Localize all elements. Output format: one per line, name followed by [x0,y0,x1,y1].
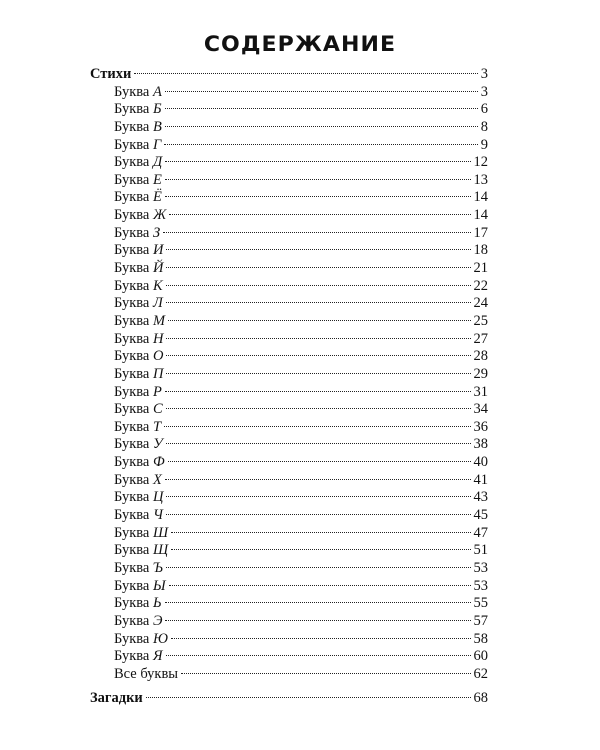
dot-leader [166,496,470,497]
toc-entry-line [114,84,488,102]
dot-leader [165,391,471,392]
toc-entry [0,472,600,490]
toc-entry-letter: Ц [152,489,164,506]
toc-entry-label [90,66,131,84]
toc-entry-line [114,560,488,578]
toc-entry-word: Буква [114,295,153,312]
toc-entry [0,648,600,666]
toc-entry [0,278,600,296]
dot-leader [166,655,471,656]
toc-entry-word: Буква [114,171,153,188]
toc-entry [0,189,600,207]
toc-entry-line [114,648,488,666]
toc-page-number: 28 [473,348,488,365]
dot-leader [165,196,471,197]
toc-entry-line [114,454,488,472]
toc-entry-letter: Б [152,101,162,118]
toc-entry-word: Буква [114,383,153,400]
toc-entry-line [114,525,488,543]
toc-entry-word: Буква [114,577,153,594]
toc-entry-line [114,225,488,243]
page-title: СОДЕРЖАНИЕ [203,32,397,56]
toc-entry-word: Буква [114,401,153,418]
toc-page-number: 29 [473,365,488,382]
toc-page-number: 60 [473,648,488,665]
toc-entry-letter: Э [152,612,163,629]
toc-entry-label [114,101,162,119]
dot-leader [166,267,470,268]
toc-entry [0,225,600,243]
toc-entry-label [114,631,168,649]
toc-page-number: 45 [473,507,488,524]
dot-leader [166,567,471,568]
toc-entry-word: Буква [114,559,153,576]
toc-entry-word: Буква [114,83,153,100]
toc-entry [0,384,600,402]
dot-leader [181,673,470,674]
toc-entry [0,542,600,560]
toc-entry-label [114,260,163,278]
dot-leader [165,161,470,162]
dot-leader [134,73,477,74]
toc-entry-line [114,348,488,366]
toc-entry-line [114,137,488,155]
toc-entry-word: Буква [114,489,153,506]
toc-entry [0,260,600,278]
toc-entry-letter: Ё [152,189,162,206]
toc-entry-label [114,242,163,260]
toc-page-number: 9 [480,136,488,153]
dot-leader [164,144,478,145]
toc-entry-line [114,578,488,596]
toc-section-entry [0,66,600,84]
toc-entry [0,666,600,684]
toc-entry-label [114,331,163,349]
toc-entry-letter: Н [152,330,164,347]
toc-entry-letter: Ы [152,577,166,594]
toc-entry-line [114,489,488,507]
toc-entry-label [114,595,162,613]
toc-page-number: 14 [473,189,488,206]
toc-entry [0,313,600,331]
toc-entry-word: Буква [114,224,153,241]
toc-entry-letter: Ш [152,524,169,541]
toc-entry [0,242,600,260]
toc-entry-letter: И [152,242,164,259]
toc-entry-label [114,436,163,454]
toc-entry-line [114,666,488,684]
toc-page-number: 58 [473,630,488,647]
dot-leader [168,320,470,321]
toc-entry [0,507,600,525]
toc-entry-word: Буква [114,471,153,488]
toc-page-number: 25 [473,312,488,329]
toc-entry [0,101,600,119]
toc-entry-label [114,489,163,507]
toc-page-number: 34 [473,401,488,418]
toc-entry [0,401,600,419]
toc-entry-word: Буква [114,101,153,118]
toc-entry-line [114,436,488,454]
toc-entry-line [114,384,488,402]
toc-entry-word: Буква [114,118,153,135]
dot-leader [171,532,470,533]
toc-entry-word: Буква [114,260,153,277]
toc-entry-line [114,613,488,631]
toc-entry-line [114,154,488,172]
toc-entry-line [114,472,488,490]
toc-entry-word: Буква [114,524,153,541]
toc-entry-word: Буква [114,612,153,629]
dot-leader [166,355,470,356]
toc-page-number: 31 [473,383,488,400]
toc-entry [0,84,600,102]
toc-entry-line [114,101,488,119]
toc-entry-label [114,225,160,243]
toc-entry-word: Буква [114,454,153,471]
toc-entry-line [114,313,488,331]
toc-entry-line [114,278,488,296]
toc-page-number: 3 [480,83,488,100]
toc-page-number: 3 [480,66,488,82]
toc-entry-letter: К [152,277,163,294]
toc-entry-label [114,295,163,313]
toc-entry-letter: Г [152,136,162,153]
toc-page-number: 47 [473,524,488,541]
dot-leader [166,249,470,250]
toc-entry-label [114,560,163,578]
toc-page-number: 55 [473,595,488,612]
toc-entry-line [114,507,488,525]
toc-entry-label [114,454,165,472]
toc-entry-letter: Т [152,418,162,435]
dot-leader [165,126,478,127]
toc-page-number: 53 [473,577,488,594]
toc-entry-word: Буква [114,207,153,224]
toc-entry [0,419,600,437]
toc-entry-word: Стихи [90,66,132,82]
toc-page-number: 41 [473,471,488,488]
toc-entry-label [114,119,162,137]
toc-entry-label [114,542,168,560]
toc-page-number: 36 [473,418,488,435]
toc-page-number: 53 [473,559,488,576]
toc-entry-word: Буква [114,242,153,259]
dot-leader [166,443,471,444]
toc-page-number: 14 [473,207,488,224]
toc-entry-letter: М [152,312,166,329]
toc-entry-line [114,207,488,225]
toc-entry-word: Буква [114,542,153,559]
toc-entry [0,560,600,578]
toc-page-number: 24 [473,295,488,312]
toc-entry [0,436,600,454]
toc-entry [0,119,600,137]
dot-leader [168,461,471,462]
toc-entry [0,366,600,384]
toc-entry-line [114,189,488,207]
dot-leader [165,479,471,480]
toc-entry-line [114,419,488,437]
toc-entry-label [114,613,162,631]
toc-entry-label [114,384,162,402]
toc-entry-letter: Е [152,171,162,188]
toc-entry-line [114,295,488,313]
toc-entry-label [114,137,161,155]
dot-leader [169,585,471,586]
toc-page-number: 43 [473,489,488,506]
toc-page-number: 40 [473,454,488,471]
dot-leader [166,373,470,374]
toc-entry-letter: Ъ [152,559,163,576]
toc-entry-label [114,189,162,207]
toc-page-number: 27 [473,330,488,347]
table-of-contents [0,66,600,708]
toc-entry-label [114,472,162,490]
toc-entry-label [114,84,162,102]
toc-entry-label [114,648,163,666]
toc-entry-word: Все буквы [114,665,179,682]
toc-entry-word: Буква [114,507,153,524]
toc-entry-label [114,154,162,172]
toc-entry-label [114,366,163,384]
toc-entry-letter: Ю [152,630,168,647]
toc-entry-word: Буква [114,418,153,435]
toc-entry-word: Буква [114,595,153,612]
toc-page-number: 68 [473,690,488,707]
dot-leader [166,338,470,339]
toc-page-number: 18 [473,242,488,259]
dot-leader [164,426,470,427]
toc-entry [0,631,600,649]
toc-entry [0,578,600,596]
toc-entry-letter: В [152,118,162,135]
dot-leader [171,549,470,550]
dot-leader [146,697,471,698]
dot-leader [165,91,478,92]
toc-entry [0,489,600,507]
toc-entry-line [114,542,488,560]
toc-entry-label [114,525,168,543]
toc-entry [0,613,600,631]
toc-entry [0,348,600,366]
toc-entry-letter: Ь [152,595,162,612]
toc-entry [0,172,600,190]
toc-page-number: 6 [480,101,488,118]
dot-leader [171,638,471,639]
toc-entry-line [114,366,488,384]
toc-entry-label [114,507,163,525]
toc-entry-letter: А [152,83,162,100]
toc-entry-line [114,119,488,137]
toc-entry-word: Буква [114,189,153,206]
toc-entry [0,154,600,172]
toc-entry [0,207,600,225]
toc-entry-letter: П [152,365,164,382]
toc-entry-label [114,172,162,190]
toc-entry-line [114,331,488,349]
toc-entry-letter: О [152,348,164,365]
toc-entry-label [114,348,163,366]
toc-entry-word: Буква [114,436,153,453]
toc-entry-word: Буква [114,365,153,382]
toc-page-number: 51 [473,542,488,559]
toc-page-number: 21 [473,260,488,277]
toc-entry-letter: Ч [152,507,163,524]
toc-entry-label [90,690,143,708]
toc-entry-line [114,631,488,649]
toc-entry-word: Буква [114,648,153,665]
toc-entry-label [114,278,163,296]
toc-entry [0,295,600,313]
toc-entry-line [90,690,488,708]
toc-page-number: 8 [480,118,488,135]
toc-entry-word: Буква [114,277,153,294]
toc-entry-line [114,595,488,613]
toc-entry [0,137,600,155]
toc-entry-letter: С [152,401,163,418]
toc-entry [0,331,600,349]
toc-entry-label [114,313,165,331]
toc-entry-letter: Л [152,295,163,312]
toc-page-number: 57 [473,612,488,629]
toc-page-number: 38 [473,436,488,453]
toc-entry-word: Буква [114,348,153,365]
toc-entry [0,454,600,472]
dot-leader [166,514,471,515]
toc-entry-label [114,666,178,684]
dot-leader [166,285,471,286]
toc-entry-letter: У [152,436,163,453]
toc-entry-word: Буква [114,630,153,647]
toc-entry [0,595,600,613]
dot-leader [163,232,470,233]
dot-leader [166,408,471,409]
toc-entry-letter: Р [152,383,162,400]
dot-leader [166,302,471,303]
toc-entry-letter: Щ [152,542,169,559]
dot-leader [165,179,471,180]
dot-leader [165,620,470,621]
toc-page-number: 13 [473,171,488,188]
toc-page-number: 17 [473,224,488,241]
toc-page-number: 12 [473,154,488,171]
toc-page-number: 22 [473,277,488,294]
toc-entry-line [114,242,488,260]
toc-entry-label [114,578,166,596]
dot-leader [169,214,470,215]
dot-leader [165,108,478,109]
toc-entry-line [114,172,488,190]
toc-page-number: 62 [473,665,488,682]
toc-entry-word: Буква [114,154,153,171]
toc-entry-letter: З [152,224,161,241]
toc-entry-letter: Ф [152,454,165,471]
toc-entry-word: Загадки [90,690,143,707]
toc-entry-word: Буква [114,312,153,329]
toc-entry-word: Буква [114,136,153,153]
toc-entry-line [114,260,488,278]
toc-entry-letter: Й [152,260,164,277]
toc-entry-word: Буква [114,330,153,347]
dot-leader [165,602,471,603]
toc-entry-letter: Д [152,154,163,171]
toc-entry-label [114,401,163,419]
toc-entry-letter: Я [152,648,163,665]
toc-section-entry [0,690,600,708]
toc-entry-label [114,419,161,437]
toc-entry-letter: Ж [152,207,167,224]
toc-entry-label [114,207,166,225]
toc-entry-letter: Х [152,471,162,488]
toc-entry-line [114,401,488,419]
toc-entry-line [90,66,488,84]
toc-entry [0,525,600,543]
